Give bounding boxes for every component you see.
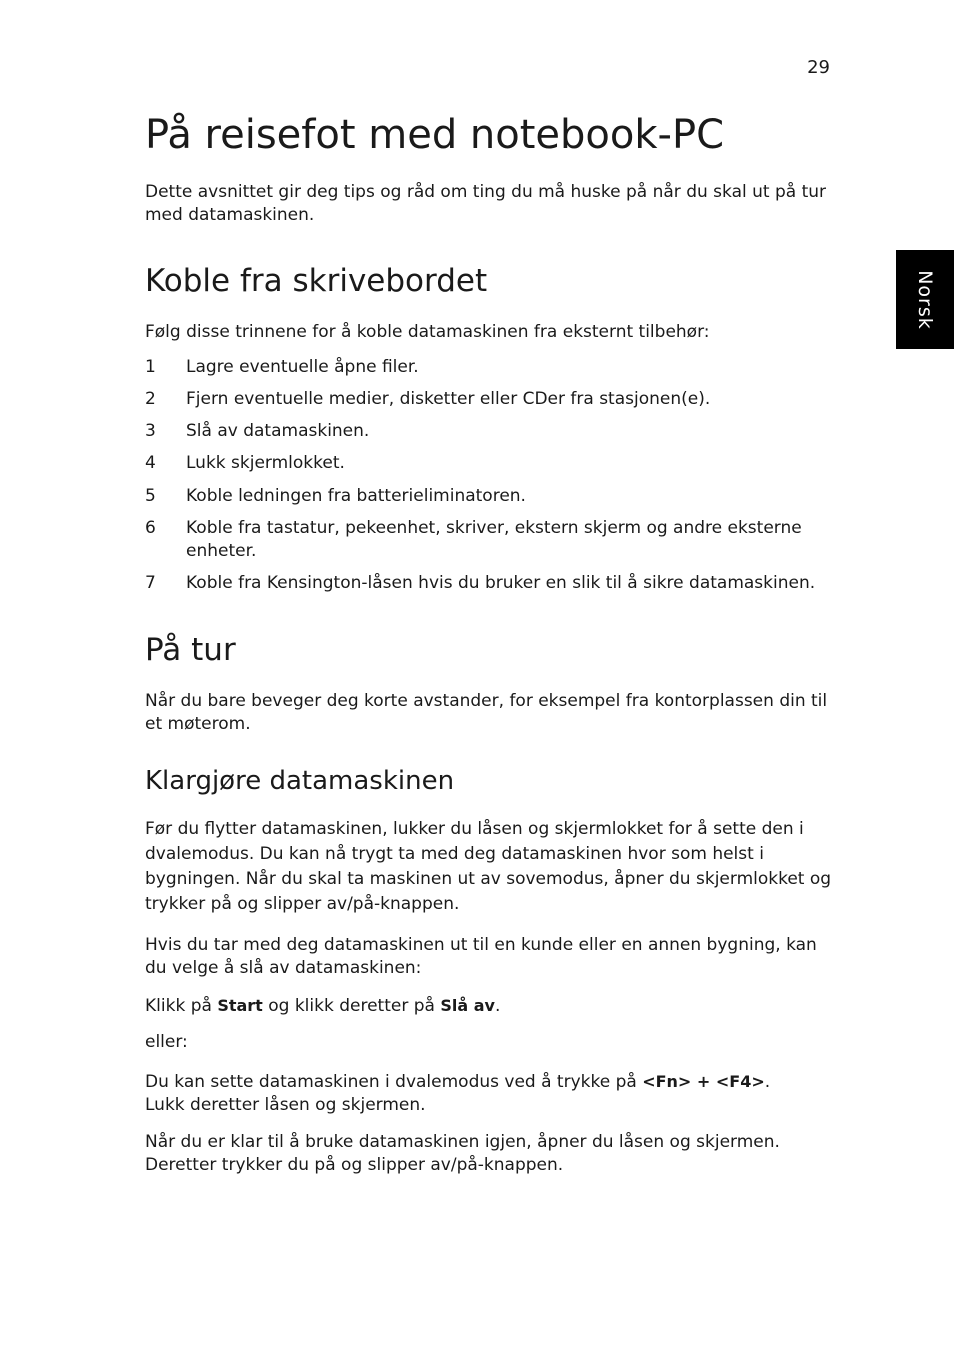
subsection-heading-prepare: Klargjøre datamaskinen: [145, 766, 455, 796]
intro-paragraph: Dette avsnittet gir deg tips og råd om ting du må huske på når du skal ut på tur med datamaskinen.: [145, 182, 827, 225]
page-title: På reisefot med notebook-PC: [145, 112, 725, 158]
step-number: 5: [145, 486, 156, 506]
language-tab: [896, 250, 954, 349]
resume-paragraph: Når du er klar til å bruke datamaskinen igjen, åpner du låsen og skjermen. Deretter trykker du på og slipper av/på-knappen.: [145, 1132, 780, 1175]
step-number: 4: [145, 453, 156, 473]
step-text: Lagre eventuelle åpne filer.: [186, 357, 419, 377]
start-label: Start: [217, 996, 263, 1015]
step-text: Lukk skjermlokket.: [186, 453, 345, 473]
hibernate-keys: <Fn> + <F4>: [642, 1072, 765, 1091]
click-mid: og klikk deretter på: [262, 996, 441, 1016]
or-text: eller:: [145, 1032, 188, 1052]
step-number: 2: [145, 389, 156, 409]
language-tab-label: Norsk: [914, 270, 936, 330]
hibernate-line2: Lukk deretter låsen og skjermen.: [145, 1095, 426, 1115]
click-suffix: .: [494, 996, 501, 1016]
step-text: Fjern eventuelle medier, disketter eller CDer fra stasjonen(e).: [186, 389, 711, 409]
section-heading-travel: På tur: [145, 632, 236, 668]
prepare-paragraph: Før du flytter datamaskinen, lukker du låsen og skjermlokket for å sette den i dvalemodus. Du kan nå trygt ta med deg datamaskinen hvor som helst i bygningen. Når du skal ta maskinen ut av sovemodus, åpner du skjermlokket og trykker på og slipper av/på-knappen.: [145, 819, 832, 914]
step-number: 7: [145, 573, 156, 593]
travel-lead: Når du bare beveger deg korte avstander, for eksempel fra kontorplassen din til et møterom.: [145, 691, 828, 734]
shutdown-paragraph: Hvis du tar med deg datamaskinen ut til en kunde eller en annen bygning, kan du velge å slå av datamaskinen:: [145, 935, 817, 978]
step-text: Koble fra Kensington-låsen hvis du bruker en slik til å sikre datamaskinen.: [186, 573, 816, 593]
section-heading-disconnect: Koble fra skrivebordet: [145, 263, 488, 299]
step-text: Koble fra tastatur, pekeenhet, skriver, ekstern skjerm og andre eksterne enheter.: [186, 518, 802, 561]
step-number: 3: [145, 421, 156, 441]
step-text: Slå av datamaskinen.: [186, 421, 370, 441]
shutdown-label: Slå av: [440, 996, 495, 1015]
step-number: 1: [145, 357, 156, 377]
hibernate-prefix: Du kan sette datamaskinen i dvalemodus ved å trykke på: [145, 1072, 643, 1092]
hibernate-suffix: .: [764, 1072, 771, 1092]
hibernate-instruction: [145, 1070, 835, 1117]
disconnect-lead: Følg disse trinnene for å koble datamaskinen fra eksternt tilbehør:: [145, 322, 710, 342]
step-number: 6: [145, 518, 156, 538]
page-number: 29: [807, 57, 830, 78]
click-instruction: [145, 994, 835, 1018]
step-text: Koble ledningen fra batterieliminatoren.: [186, 486, 526, 506]
click-prefix: Klikk på: [145, 996, 218, 1016]
